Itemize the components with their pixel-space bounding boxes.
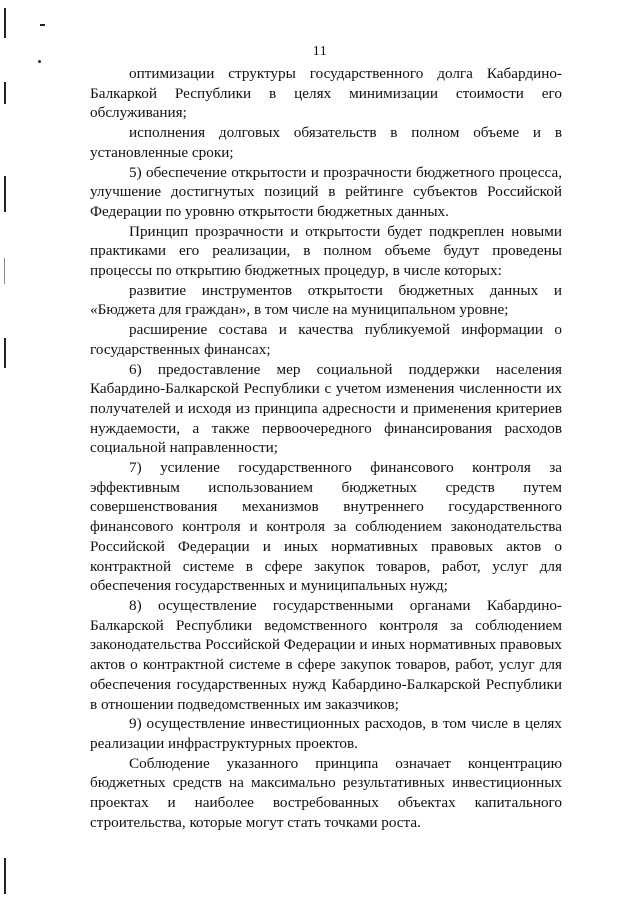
- scan-mark: [4, 8, 6, 38]
- scan-mark: [4, 176, 6, 212]
- scan-mark: [4, 82, 6, 104]
- paragraph: Принцип прозрачности и открытости будет подкреплен новыми практиками его реализации, в полном объеме будут проведены процессы по открытию бюджетных процедур, в числе которых:: [90, 222, 562, 280]
- scan-mark: [4, 338, 6, 368]
- paragraph: исполнения долговых обязательств в полном объеме и в установленные сроки;: [90, 124, 562, 161]
- document-body: [90, 64, 562, 832]
- paragraph: 5) обеспечение открытости и прозрачности бюджетного процесса, улучшение достигнутых позиций в рейтинге субъектов Российской Федерации по уровню открытости бюджетных данных.: [90, 163, 562, 220]
- paragraph: расширение состава и качества публикуемой информации о государственных финансах;: [90, 321, 562, 358]
- paragraph: 7) усиление государственного финансового контроля за эффективным использованием бюджетных средств путем совершенствования механизмов внутреннего государственного финансового контроля и контроля за соблюдением законодательства Российской Федерации и иных нормативных правовых актов о контрактной системе в сфере закупок товаров, работ, услуг для обеспечения государственных и муниципальных нужд;: [90, 459, 562, 595]
- paragraph: 9) осуществление инвестиционных расходов, в том числе в целях реализации инфраструктурных проектов.: [90, 715, 562, 752]
- page-number: 11: [312, 44, 328, 59]
- paragraph: 6) предоставление мер социальной поддержки населения Кабардино-Балкарской Республики с учетом изменения численности их получателей и исходя из принципа адресности и применения критериев нуждаемости, а также первоочередного финансирования расходов социальной направленности;: [90, 360, 562, 457]
- paragraph: оптимизации структуры государственного долга Кабардино-Балкаркой Республики в целях минимизации стоимости его обслуживания;: [90, 65, 562, 122]
- scan-mark: [4, 858, 6, 894]
- paragraph: развитие инструментов открытости бюджетных данных и «Бюджета для граждан», в том числе на муниципальном уровне;: [90, 281, 562, 319]
- scan-mark: [40, 24, 45, 26]
- scan-mark: [38, 60, 41, 63]
- paragraph: 8) осуществление государственными органами Кабардино-Балкарской Республики ведомственного контроля за соблюдением законодательства Российской Федерации и иных нормативных правовых актов о контрактной системе в сфере закупок товаров, работ, услуг для обеспечения государственных нужд Кабардино-Балкарской Республики в отношении подведомственных им заказчиков;: [90, 596, 562, 713]
- paragraph: Соблюдение указанного принципа означает концентрацию бюджетных средств на максимально результативных инвестиционных проектах и наиболее востребованных объектах капитального строительства, которые могут стать точками роста.: [90, 754, 562, 831]
- scan-mark: [4, 258, 5, 284]
